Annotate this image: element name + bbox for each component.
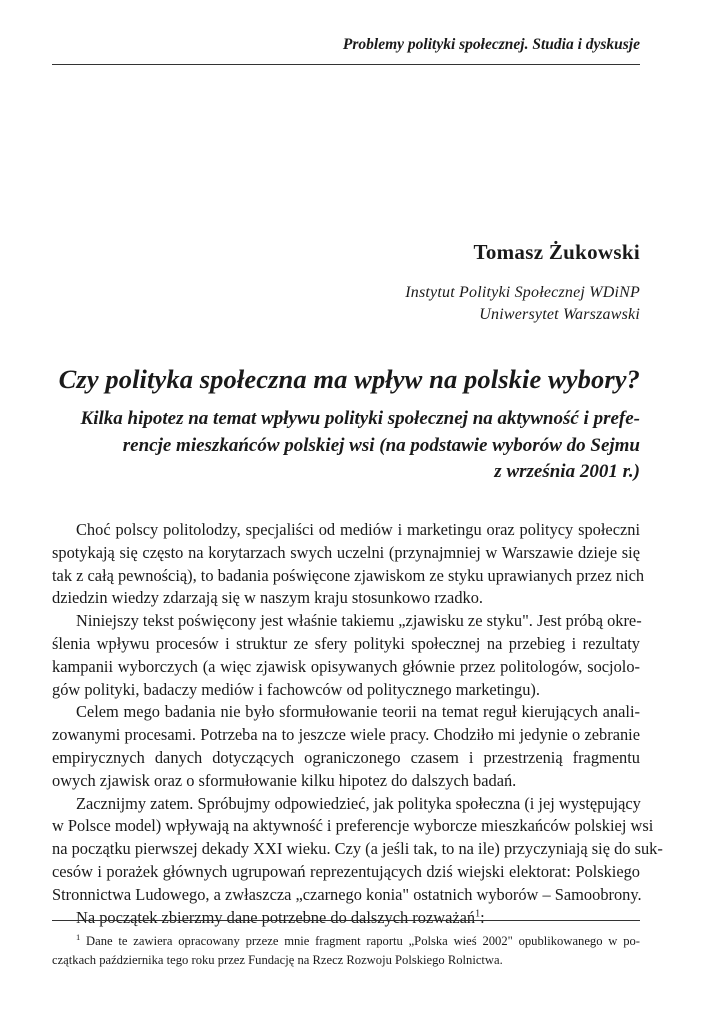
paragraph-line: Niniejszy tekst poświęcony jest właśnie takiemu „zjawisku ze styku". Jest próbą okre- — [76, 611, 642, 631]
paragraph-line: na początku pierwszej dekady XXI wieku. Czy (a jeśli tak, to na ile) przyczyniają się do suk- — [52, 839, 663, 859]
header-rule — [52, 64, 640, 65]
paragraph-text: Na początek zbierzmy dane potrzebne do dalszych rozważań — [76, 907, 476, 927]
paragraph — [52, 907, 640, 930]
footnote-rule — [52, 920, 640, 921]
author-name: Tomasz Żukowski — [473, 240, 640, 264]
article-body — [52, 519, 663, 929]
paragraph-line: w Polsce model) wpływają na aktywność i preferencje wyborcze mieszkańców polskiej wsi — [52, 816, 654, 836]
paragraph-line: Stronnictwa Ludowego, a zwłaszcza „czarnego konia" ostatnich wyborów – Samoobrony. — [52, 884, 642, 904]
footnote-line: czątkach października tego roku przez Fundację na Rzecz Rozwoju Polskiego Rolnictwa. — [52, 952, 503, 967]
footnote — [52, 932, 640, 969]
paragraph-line: Choć polscy politolodzy, specjaliści od mediów i marketingu oraz politycy społeczni — [76, 520, 640, 539]
running-header: Problemy polityki społecznej. Studia i dyskusje — [342, 36, 640, 53]
paragraph-line: zowanymi procesami. Potrzeba na to jeszcze wiele pracy. Chodziło mi jedynie o zebranie — [52, 725, 640, 745]
paragraph-line: Zacznijmy zatem. Spróbujmy odpowiedzieć, jak polityka społeczna (i jej występujący — [76, 793, 641, 813]
footnote-marker: 1 — [76, 931, 81, 942]
subtitle-line: rencje mieszkańców polskiej wsi (na podstawie wyborów do Sejmu — [122, 434, 640, 456]
paragraph — [52, 701, 640, 792]
paragraph-line: cesów i porażek głównych ugrupowań reprezentujących dziś wiejski elektorat: Polskiego — [52, 861, 640, 881]
footnote-text: Dane te zawiera opracowany przeze mnie fragment raportu „Polska wieś 2002" opublikowanego w po- — [86, 934, 640, 948]
paragraph — [52, 793, 663, 907]
paragraph-line: Celem mego badania nie było sformułowanie teorii na temat reguł kierujących anali- — [76, 702, 640, 722]
paragraph-line: empirycznych danych dotyczących ograniczonego czasem i przestrzenią fragmentu — [52, 747, 640, 767]
paragraph-line: gów polityki, badaczy mediów i fachowców od politycznego marketingu). — [52, 679, 540, 699]
paragraph — [52, 610, 640, 701]
paragraph-trailing: : — [480, 907, 485, 927]
paragraph-line: ślenia wpływu procesów i struktur ze sfery polityki społecznej na przebieg i rezultaty — [52, 633, 640, 653]
article-subtitle — [52, 406, 640, 486]
paragraph — [52, 519, 645, 610]
subtitle-line: z września 2001 r.) — [494, 461, 640, 482]
subtitle-line: Kilka hipotez na temat wpływu polityki społecznej na aktywność i prefe- — [80, 408, 640, 429]
paragraph-line: spotykają się często na korytarzach swych uczelni (przynajmniej w Warszawie dzieje się — [52, 542, 640, 562]
footnote-line — [52, 932, 640, 951]
paragraph-line: tak z całą pewnością), to badania poświęcone zjawiskom ze styku uprawianych przez nich — [52, 565, 645, 585]
affiliation-institute: Instytut Polityki Społecznej WDiNP — [405, 284, 640, 301]
article-title: Czy polityka społeczna ma wpływ na polskie wybory? — [58, 364, 640, 394]
paragraph-line — [52, 907, 640, 930]
paragraph-line: owych zjawisk oraz o sformułowanie kilku hipotez do dalszych badań. — [52, 770, 517, 790]
paragraph-line: dziedzin wiedzy zdarzają się w naszym kraju stosunkowo rzadko. — [52, 588, 484, 608]
affiliation-university: Uniwersytet Warszawski — [479, 306, 640, 323]
paragraph-line: kampanii wyborczych (a więc zjawisk opisywanych głównie przez politologów, socjolo- — [52, 656, 640, 676]
footnote-reference[interactable]: 1 — [475, 908, 481, 920]
